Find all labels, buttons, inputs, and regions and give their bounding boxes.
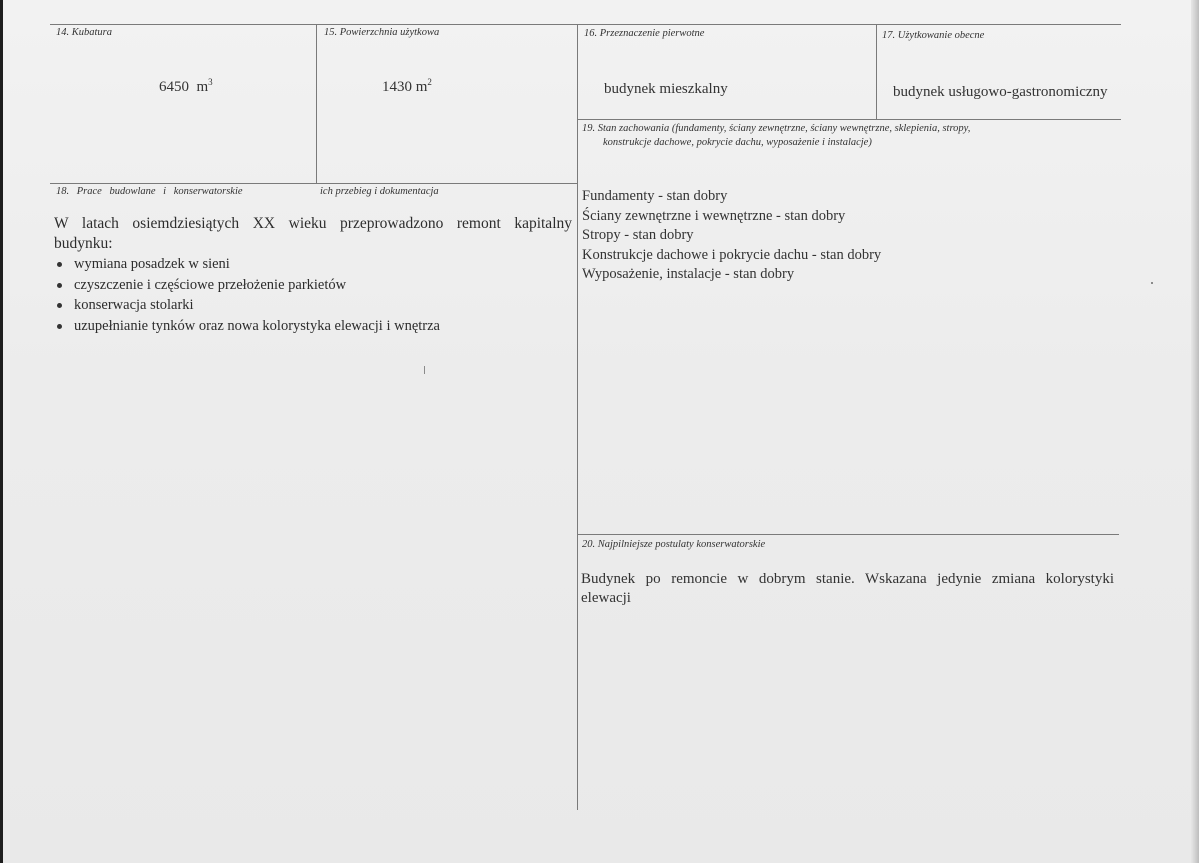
value-kubatura: 6450 $m^3$	[159, 77, 213, 95]
label-postulaty: 20. Najpilniejsze postulaty konserwatorskie	[582, 539, 766, 550]
label-przeznaczenie: 16. Przeznaczenie pierwotne	[584, 28, 705, 39]
divider-top-left-row	[50, 183, 577, 184]
value-uzytkowanie: budynek usługowo-gastronomiczny	[893, 84, 1108, 100]
list-item: czyszczenie i częściowe przełożenie parkietów	[54, 275, 572, 296]
stan-line: Konstrukcje dachowe i pokrycie dachu - stan dobry	[582, 246, 882, 263]
divider-16-17	[876, 24, 877, 120]
scan-speck	[1151, 282, 1153, 284]
prace-list	[54, 254, 572, 336]
table-top-border	[50, 24, 1121, 25]
label-kubatura: 14. Kubatura	[56, 27, 113, 38]
postulaty-text: Budynek po remoncie w dobrym stanie. Wskazana jedynie zmiana kolorystyki elewacji	[581, 571, 1114, 606]
label-uzytkowanie: 17. Użytkowanie obecne	[882, 30, 985, 41]
label-prace-budowlane: 18. Prace budowlane i konserwatorskie	[56, 186, 243, 197]
scan-edge-right	[1191, 0, 1199, 863]
prace-intro-cont: budynku:	[54, 235, 113, 252]
prace-budowlane-content	[54, 214, 572, 336]
stan-line: Wyposażenie, instalacje - stan dobry	[582, 266, 795, 282]
stan-line: Ściany zewnętrzne i wewnętrzne - stan dobry	[582, 207, 846, 224]
divider-19-20	[577, 534, 1119, 535]
scan-speck	[424, 366, 425, 374]
list-item: konserwacja stolarki	[54, 295, 572, 316]
stan-line: Fundamenty - stan dobry	[582, 188, 728, 204]
divider-center	[577, 24, 578, 810]
label-stan-zachowania: 19. Stan zachowania (fundamenty, ściany zewnętrzne, ściany wewnętrzne, sklepienia, stropy, konstrukcje dachowe, pokrycie dachu, wyposażenie i instalacje)	[582, 123, 971, 148]
prace-intro: W latach osiemdziesiątych XX wieku przeprowadzono remont kapitalny	[54, 215, 572, 232]
scan-edge-left	[0, 0, 3, 863]
stan-line: Stropy - stan dobry	[582, 227, 694, 243]
list-item: wymiana posadzek w sieni	[54, 254, 572, 275]
value-powierzchnia: 1430 $m^2$	[382, 77, 432, 95]
label-powierzchnia: 15. Powierzchnia użytkowa	[324, 27, 440, 38]
value-przeznaczenie: budynek mieszkalny	[604, 81, 728, 97]
divider-14-15	[316, 24, 317, 184]
label-prace-budowlane-cont: ich przebieg i dokumentacja	[320, 186, 439, 197]
list-item: uzupełnianie tynków oraz nowa kolorystyka elewacji i wnętrza	[54, 316, 572, 337]
divider-top-right-row	[577, 119, 1121, 120]
stan-zachowania-list	[582, 187, 881, 285]
